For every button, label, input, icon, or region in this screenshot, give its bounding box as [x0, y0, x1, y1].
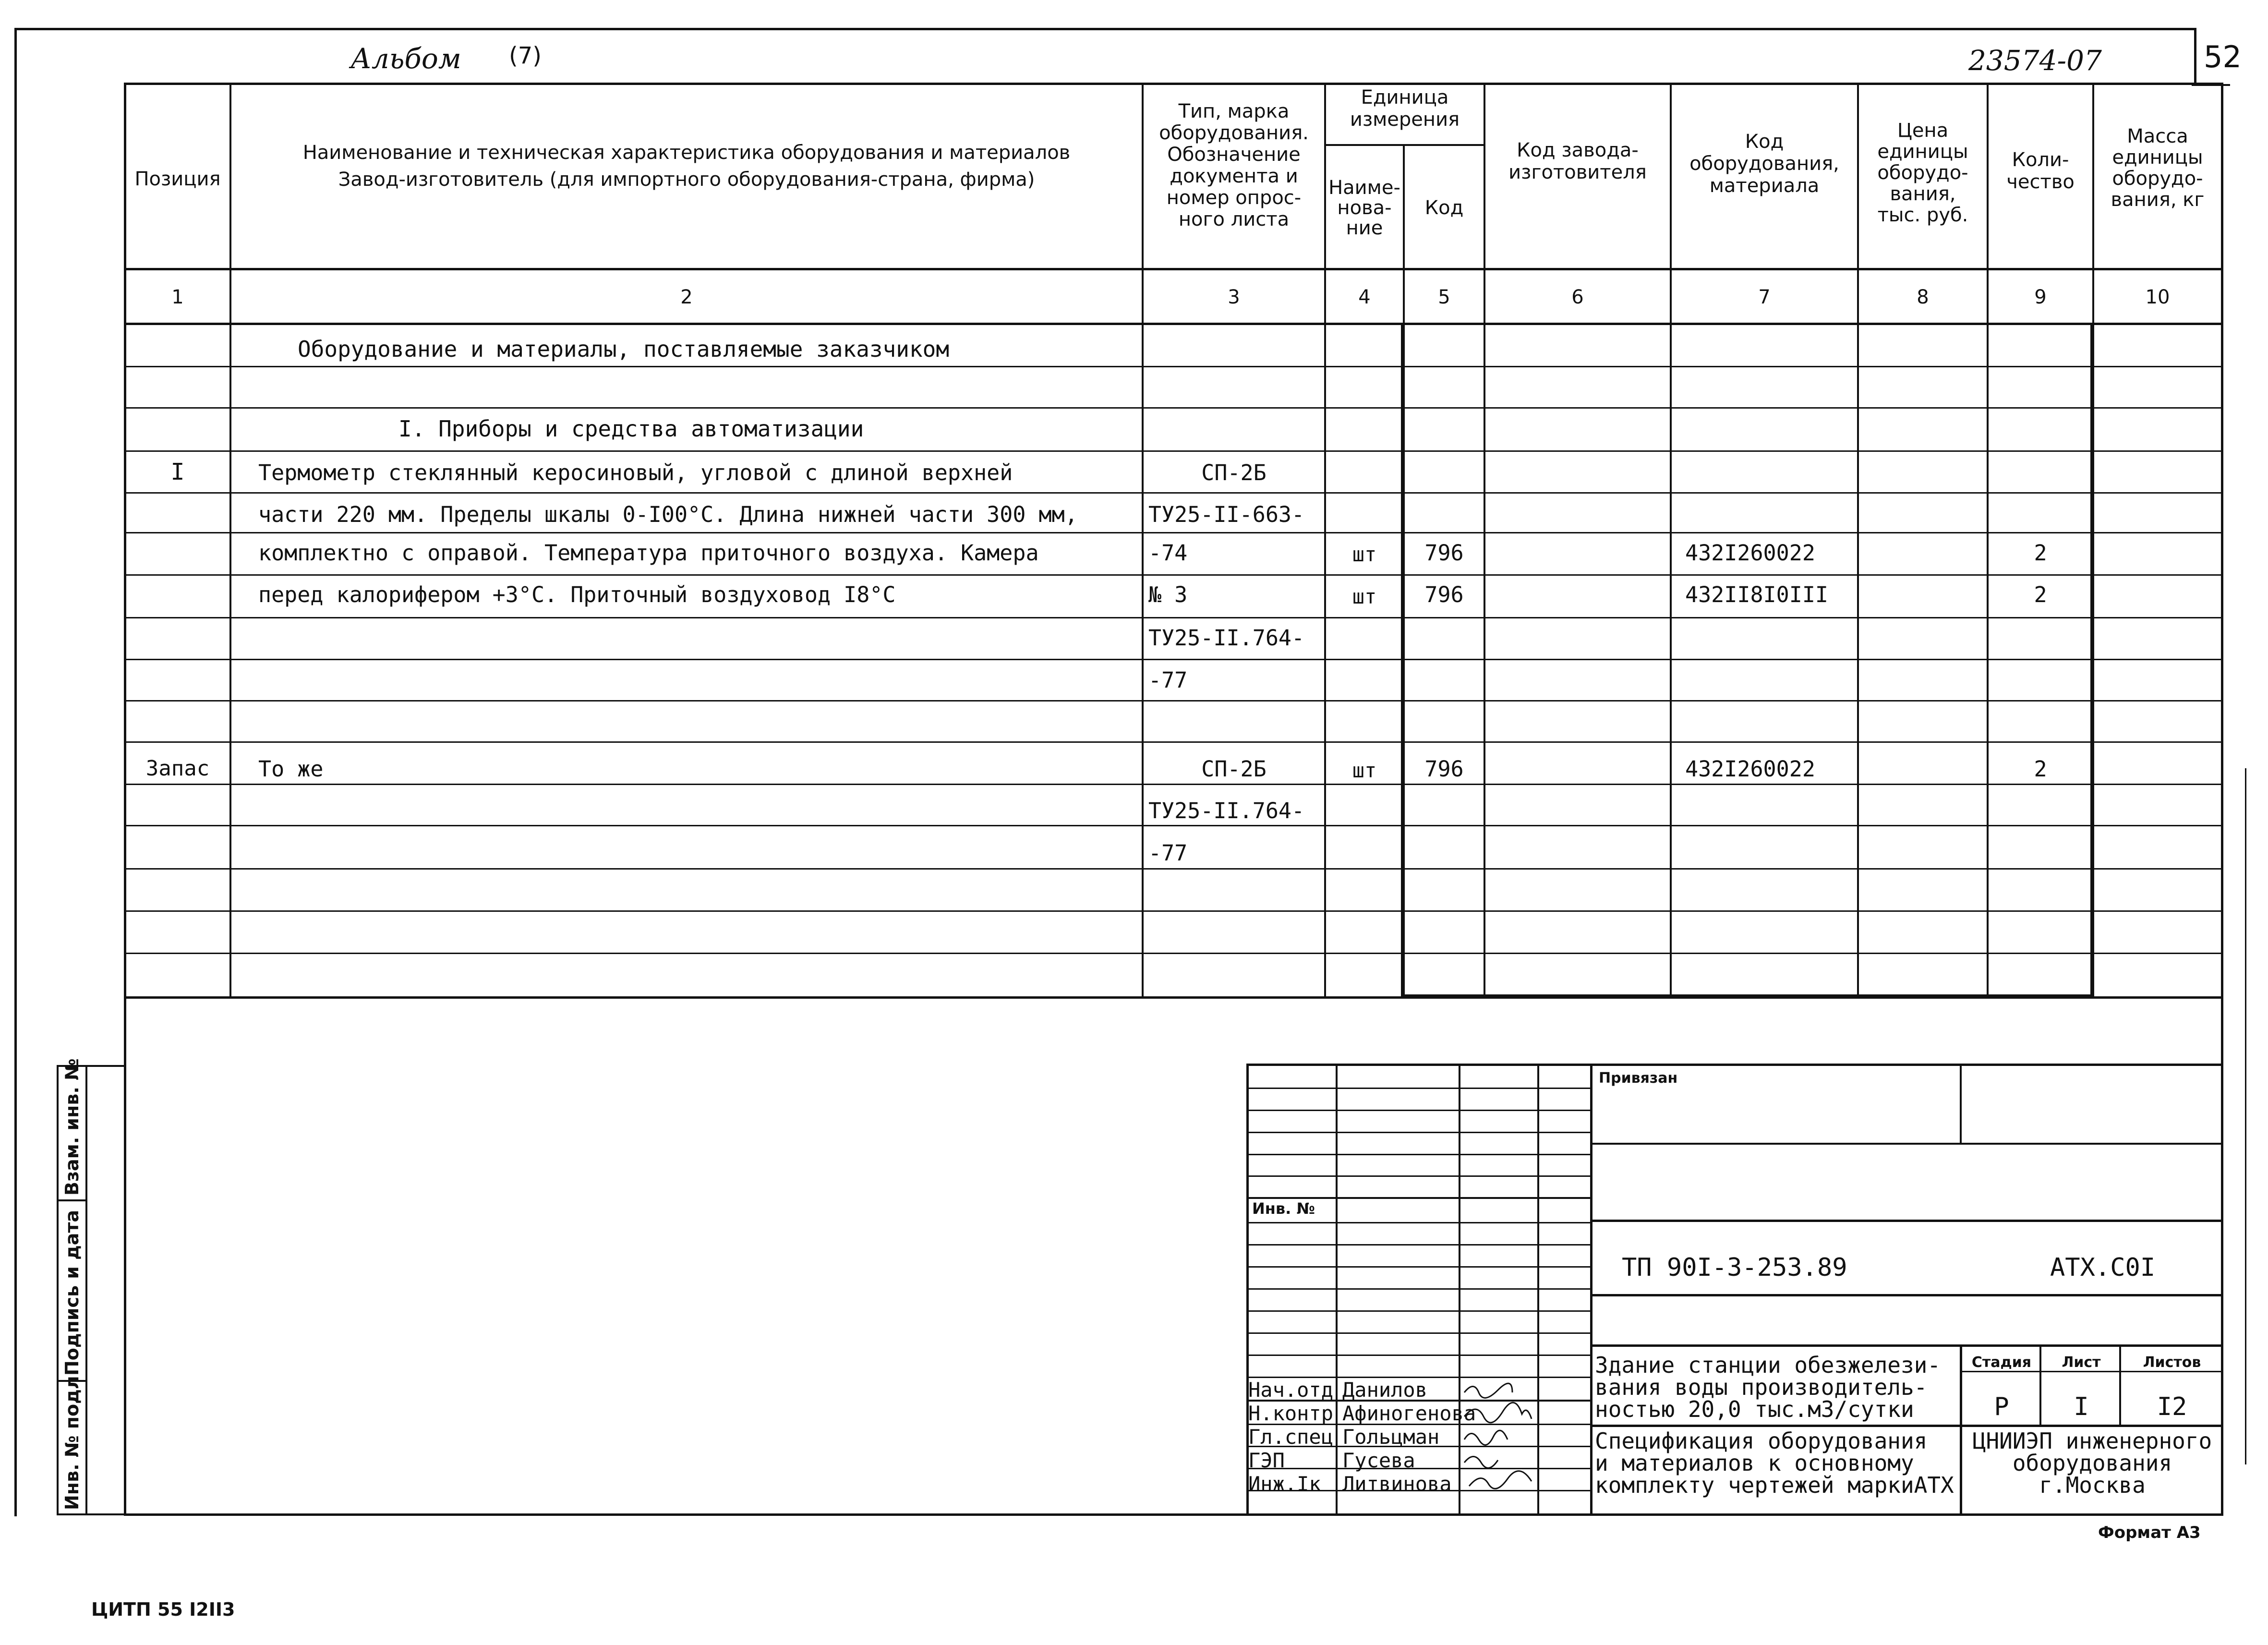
staff-row: Гл.спец Гольцман — [1248, 1425, 1440, 1449]
row3-type: -74 — [1148, 540, 1188, 566]
col-number-8: 8 — [1917, 286, 1929, 308]
subsection-title: I. Приборы и средства автоматизации — [398, 416, 864, 442]
staff-row: Нач.отд Данилов — [1248, 1378, 1428, 1402]
stamp-sheet-header: Лист — [2062, 1354, 2101, 1371]
side-inv-podl-label: Инв. № подл. — [61, 1368, 83, 1510]
staff-row: Инж.Iк Литвинова — [1248, 1472, 1452, 1496]
row4-unit-code: 796 — [1424, 582, 1464, 607]
col-number-1: 1 — [171, 286, 184, 308]
col-header-factory-code: Код завода- изготовителя — [1508, 139, 1647, 183]
col-header-price: Цена единицы оборудо- вания, тыс. руб. — [1877, 120, 1968, 226]
row3-unit: шт — [1352, 543, 1377, 566]
row7-unit-code: 796 — [1424, 756, 1464, 782]
margin-mark — [2245, 768, 2246, 1464]
col-header-position: Позиция — [134, 168, 221, 190]
row3-name: комплектно с оправой. Температура приточного воздуха. Камера — [258, 540, 1039, 566]
stamp-sheets-header: Листов — [2143, 1354, 2201, 1371]
col-header-unit-name: Наиме- нова- ние — [1328, 177, 1400, 239]
stamp-staff-list — [1248, 1378, 1476, 1496]
section-title: Оборудование и материалы, поставляемые заказчиком — [298, 336, 950, 362]
col-number-3: 3 — [1228, 286, 1240, 308]
stamp-stage-value: Р — [1994, 1392, 2009, 1421]
row7-name: То же — [258, 756, 324, 782]
album-number: (7) — [509, 42, 542, 69]
stamp-object-title: Здание станции обезжелези- вания воды производитель- ностью 20,0 тыс.м3/сутки — [1595, 1352, 1941, 1422]
row4-type: № 3 — [1148, 582, 1188, 607]
row6-type: -77 — [1148, 667, 1188, 693]
doc-number: 23574-07 — [1968, 44, 2102, 77]
col-header-equipment-code: Код оборудования, материала — [1689, 131, 1839, 197]
printer-code: ЦИТП 55 I2II3 — [91, 1599, 235, 1620]
row4-name: перед калорифером +3°C. Приточный воздуховод I8°C — [258, 582, 896, 607]
col-number-4: 4 — [1358, 286, 1371, 308]
album-label: Альбом — [350, 42, 461, 75]
side-signature-date-label: Подпись и дата — [61, 1210, 83, 1376]
row7-position: Запас — [145, 756, 210, 781]
row5-type: ТУ25-II.764- — [1148, 625, 1305, 651]
stamp-sheets-value: I2 — [2157, 1392, 2187, 1421]
row7-unit: шт — [1352, 759, 1377, 782]
stamp-spec-title: Спецификация оборудования и материалов к основному комплекту чертежей маркиАТХ — [1595, 1428, 1954, 1498]
col-number-9: 9 — [2034, 286, 2047, 308]
col-number-5: 5 — [1438, 286, 1450, 308]
stamp-sheet-value: I — [2074, 1392, 2089, 1421]
col-number-2: 2 — [680, 286, 693, 308]
row7-type: СП-2Б — [1201, 756, 1267, 782]
stamp-inv-no-label: Инв. № — [1252, 1199, 1315, 1218]
col-number-7: 7 — [1758, 286, 1771, 308]
row3-equipment-code: 432I260022 — [1685, 540, 1815, 566]
row4-unit: шт — [1352, 585, 1377, 608]
side-vzam-label: Взам. инв. № — [61, 1058, 83, 1196]
row1-position: I — [170, 459, 185, 485]
col-header-type: Тип, марка оборудования. Обозначение документа и номер опрос- ного листа — [1159, 100, 1309, 230]
row2-name: части 220 мм. Пределы шкалы 0-I00°C. Длина нижней части 300 мм, — [258, 502, 1078, 527]
col-header-name: Наименование и техническая характеристика оборудования и материалов Завод-изготовитель (для импортного оборудования-страна, фирма) — [302, 142, 1071, 191]
row9-type: -77 — [1148, 840, 1188, 866]
col-number-6: 6 — [1571, 286, 1584, 308]
row1-type: СП-2Б — [1201, 460, 1267, 485]
page-number: 52 — [2204, 39, 2242, 74]
col-number-10: 10 — [2145, 286, 2170, 308]
row3-unit-code: 796 — [1424, 540, 1464, 566]
stamp-doc-code: ТП 90I-3-253.89 — [1622, 1253, 1847, 1282]
format-label: Формат А3 — [2098, 1523, 2201, 1542]
stamp-stage-header: Стадия — [1971, 1354, 2032, 1371]
row3-quantity: 2 — [2034, 540, 2047, 566]
row4-quantity: 2 — [2034, 582, 2047, 607]
row8-type: ТУ25-II.764- — [1148, 798, 1305, 823]
stamp-mark: АТХ.С0I — [2050, 1253, 2156, 1282]
row7-equipment-code: 432I260022 — [1685, 756, 1815, 782]
signature-scribbles — [1460, 1378, 1575, 1498]
col-header-quantity: Коли- чество — [2006, 149, 2075, 193]
row2-type: ТУ25-II-663- — [1148, 502, 1305, 527]
row1-name: Термометр стеклянный керосиновый, угловой с длиной верхней — [258, 460, 1013, 485]
col-header-unit-code: Код — [1424, 197, 1464, 219]
stamp-linked-label: Привязан — [1599, 1070, 1678, 1087]
row7-quantity: 2 — [2034, 756, 2047, 782]
stamp-organization: ЦНИИЭП инженерного оборудования г.Москва — [1972, 1428, 2212, 1498]
row4-equipment-code: 432II8I0III — [1685, 582, 1829, 607]
col-header-unit: Единица измерения — [1350, 86, 1460, 131]
staff-row: Н.контр Афиногенова — [1248, 1402, 1476, 1425]
col-header-mass: Масса единицы оборудо- вания, кг — [2111, 125, 2205, 211]
staff-row: ГЭП Гусева — [1248, 1449, 1415, 1472]
